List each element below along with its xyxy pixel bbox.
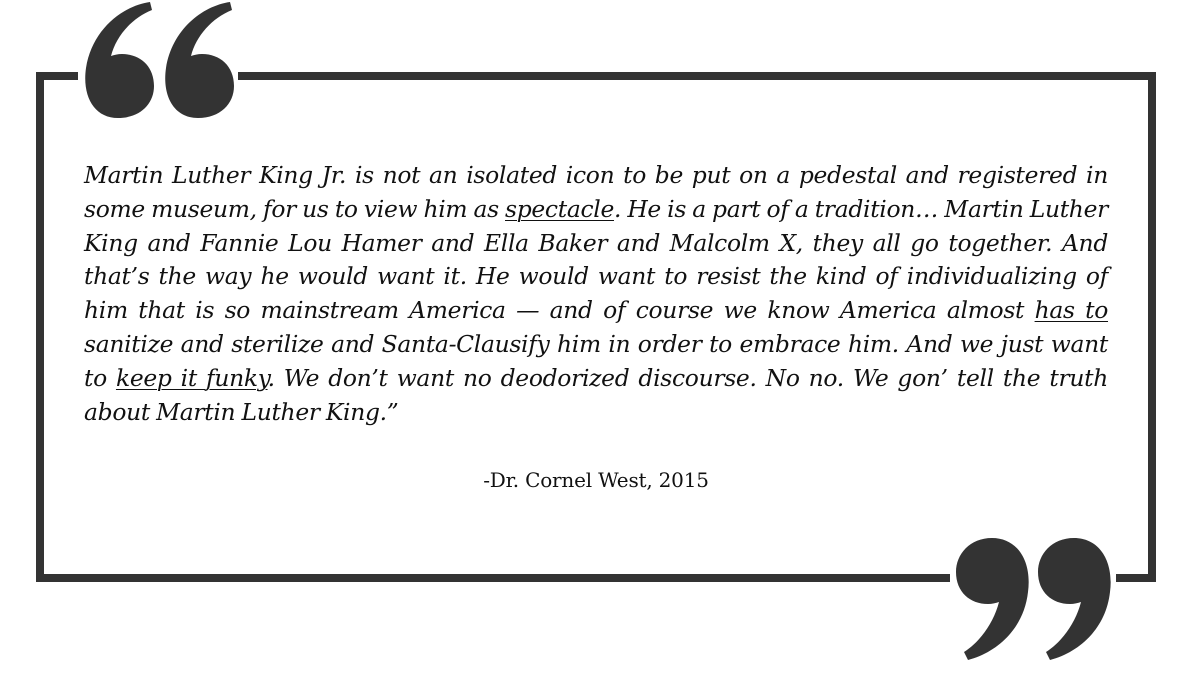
quote-segment: . We don’t want no deodorized discourse. No no. We gon’ tell the truth about Martin Luther King.” xyxy=(84,363,1108,426)
underlined-phrase-spectacle: spectacle xyxy=(505,194,614,223)
quote-segment: sanitize and sterilize and Santa-Clausify him in order to embrace him. And we just want to xyxy=(84,329,1108,392)
underlined-phrase-has-to: has to xyxy=(1034,296,1109,325)
open-quote-mark-icon xyxy=(78,0,238,122)
quote-segment: Martin Luther King Jr. is not an isolated icon to be put on a pedestal and registered in some museum, for us to view him as xyxy=(84,161,1108,223)
quote-attribution: -Dr. Cornel West, 2015 xyxy=(483,468,709,492)
close-quote-mark-icon xyxy=(950,536,1116,662)
quote-segment: . He is a part of a tradition… Martin Luther King and Fannie Lou Hamer and Ella Baker and Malcolm X, they all go together. And that’s the way he would want it. He would want to resist the kind of individualizing of him that is so mainstream America — and of course we know America almost xyxy=(84,194,1108,325)
underlined-phrase-keep-it-funky: keep it funky xyxy=(115,363,268,392)
quote-text xyxy=(84,159,1108,429)
